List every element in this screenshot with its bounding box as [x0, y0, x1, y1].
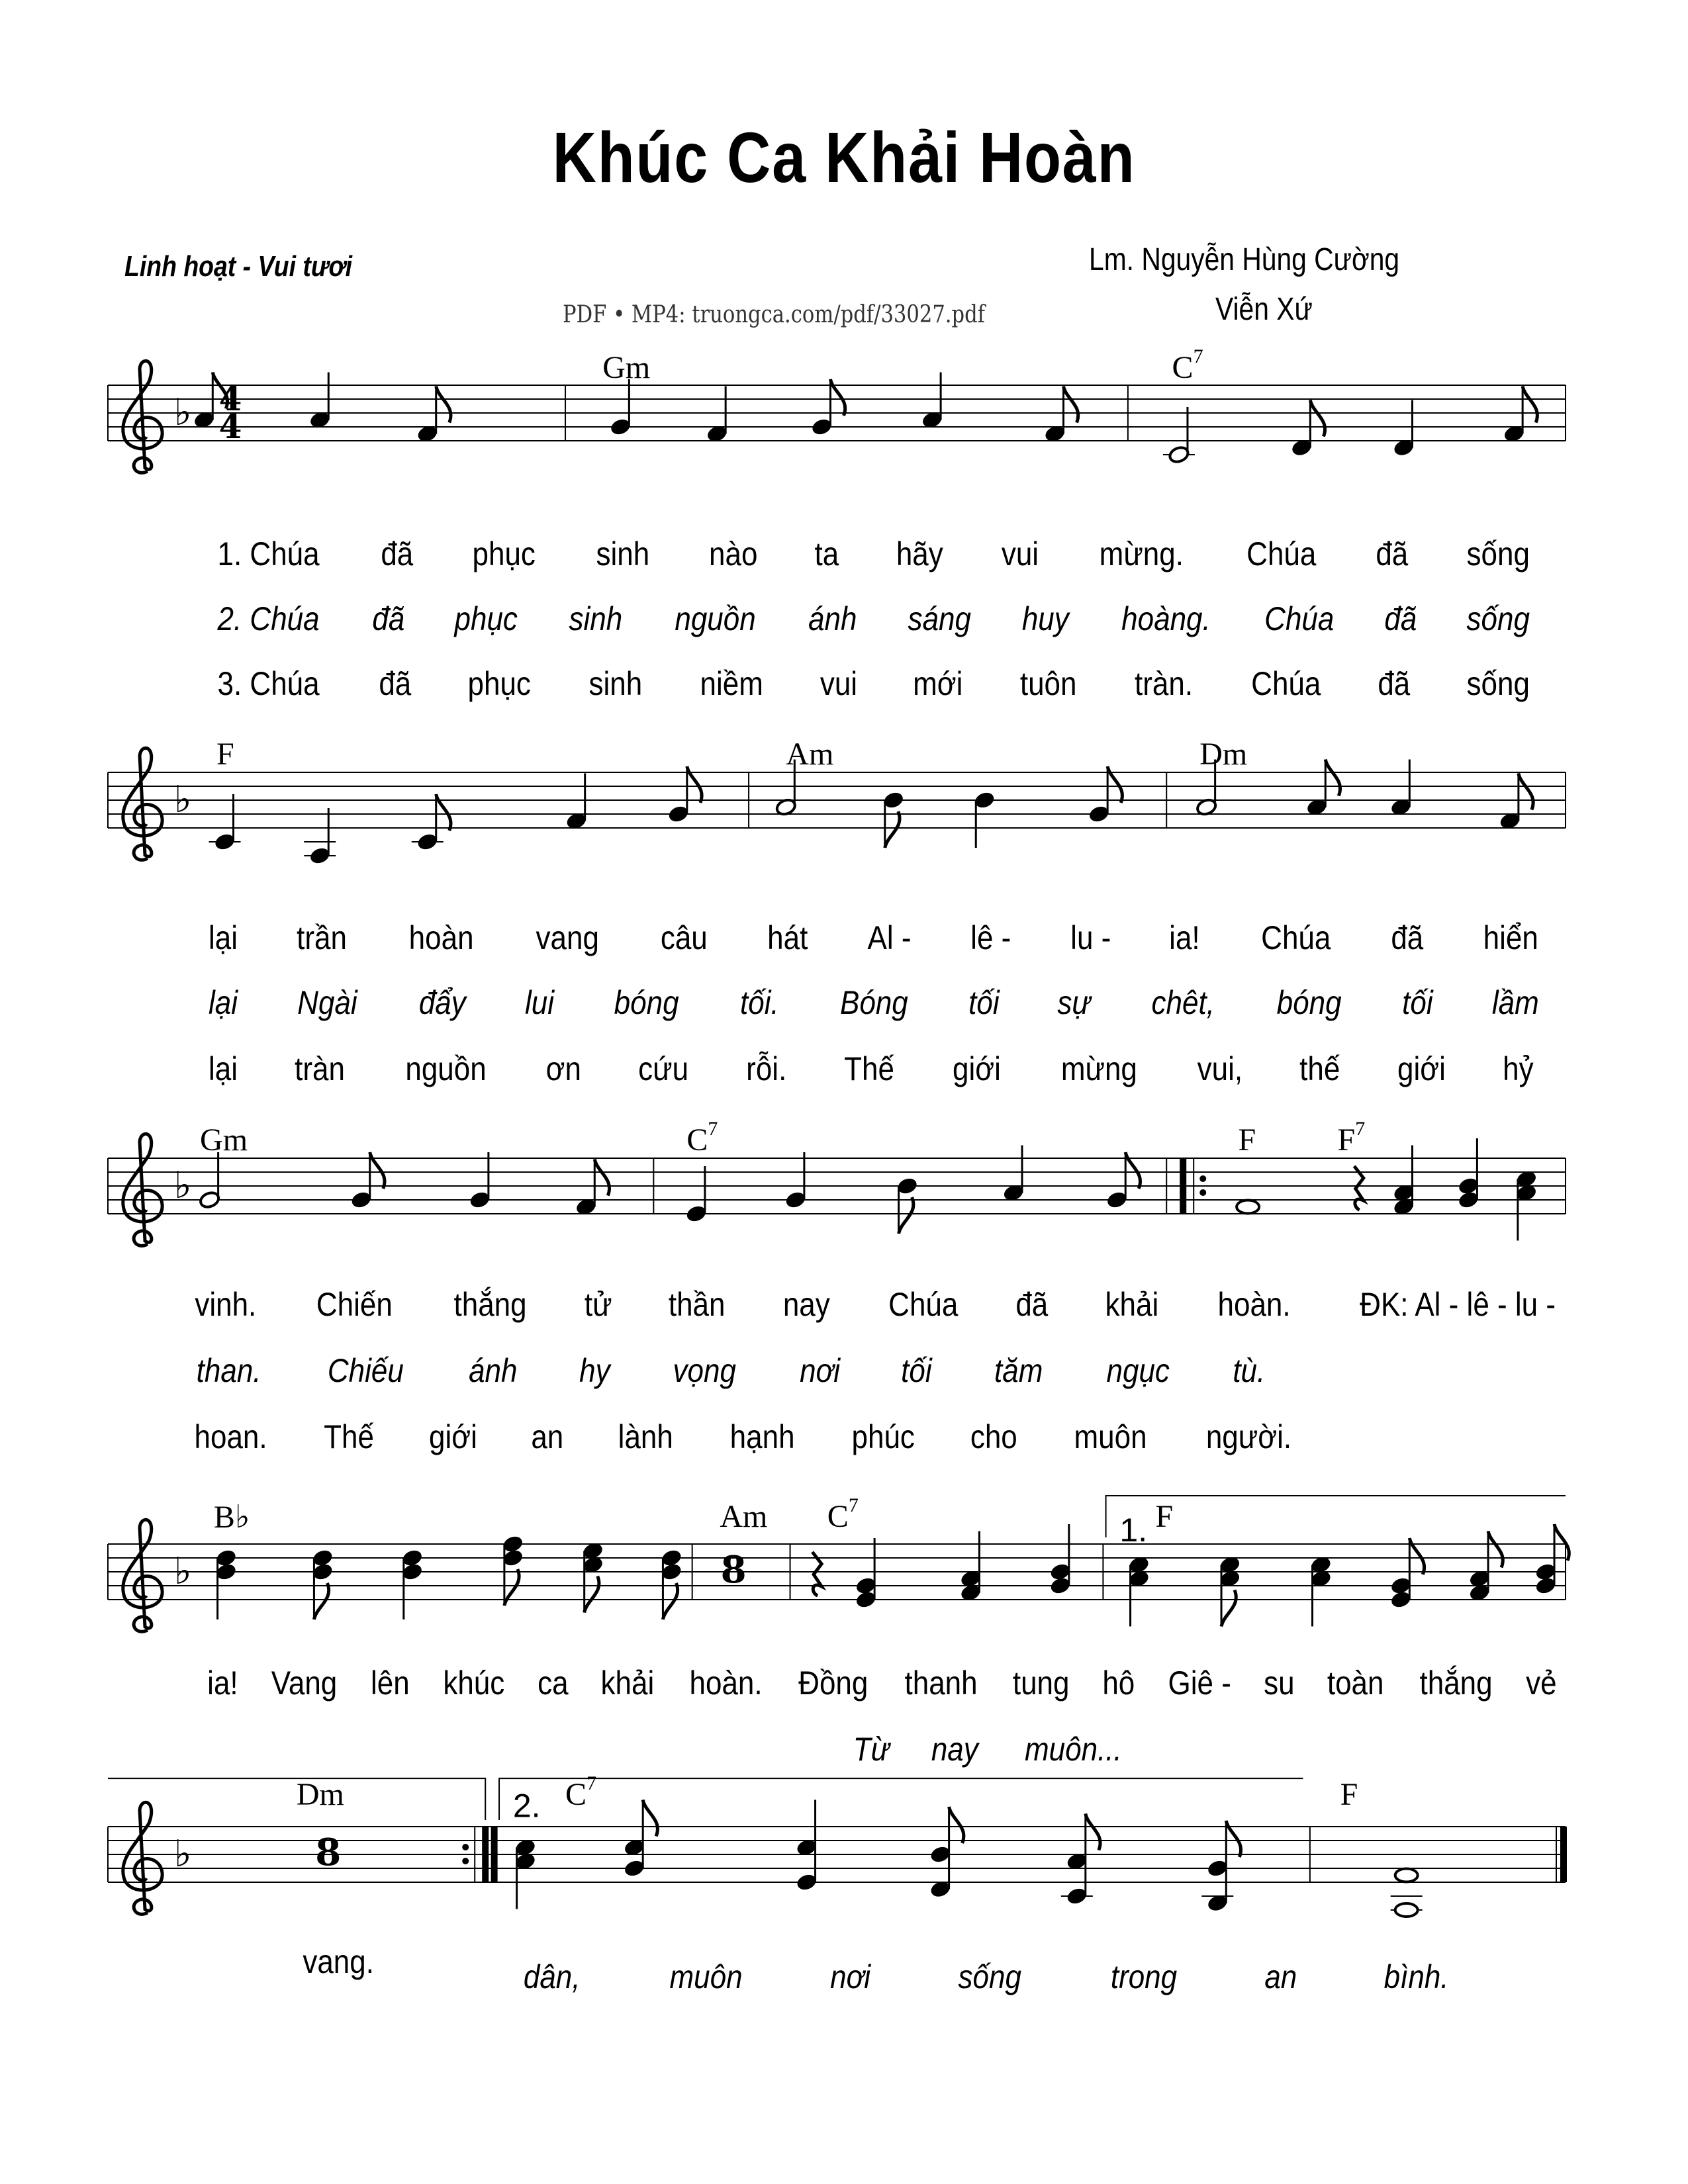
note	[667, 766, 702, 824]
lyric-syllable: 1. Chúa	[217, 535, 320, 572]
notehead	[1395, 1903, 1418, 1917]
key-signature-flat: ♭	[174, 1164, 192, 1207]
lyric-syllable: ánh	[468, 1352, 518, 1389]
arranger: Viễn Xứ	[1215, 292, 1313, 327]
note	[575, 1160, 610, 1217]
lyric-syllable: ia!	[1169, 919, 1201, 956]
lyric-line	[207, 1050, 1536, 1088]
lyric-syllable: tử	[584, 1286, 612, 1323]
eighth-flag	[885, 811, 900, 848]
lyric-syllable: Chiến	[316, 1286, 393, 1323]
lyric-syllable: tăm	[994, 1352, 1043, 1389]
note	[1310, 1555, 1332, 1627]
lyric-syllable: hy	[579, 1352, 610, 1389]
lyric-syllable: hoan.	[194, 1418, 267, 1455]
lyric-syllable: dân,	[523, 1958, 581, 1995]
lyric-line	[520, 1958, 1453, 1996]
note	[1499, 774, 1533, 831]
lyric-syllable: bóng	[614, 984, 679, 1021]
lyric-syllable: niềm	[700, 665, 763, 702]
chord-symbol	[1172, 345, 1203, 386]
chord-symbol	[686, 1117, 718, 1158]
chord-root: Dm	[296, 1777, 344, 1813]
lyric-syllable: lại	[209, 1050, 238, 1087]
lyric-syllable: tràn	[294, 1050, 345, 1087]
lyric-line	[207, 919, 1542, 957]
chord-root: F	[1155, 1498, 1174, 1534]
lyric-syllable: 2. Chúa	[217, 600, 320, 637]
key-signature-flat: ♭	[174, 778, 192, 821]
note	[309, 373, 331, 430]
lyric-line	[189, 1418, 1297, 1456]
lyric-syllable: Thế	[844, 1050, 895, 1087]
note	[882, 790, 904, 848]
eighth-flag	[1310, 400, 1325, 437]
note	[1061, 1814, 1100, 1906]
lyric-syllable: sống	[1466, 535, 1530, 572]
lyric-syllable: khải	[600, 1664, 655, 1702]
lyric-syllable: sinh	[596, 535, 649, 572]
lyric-syllable: bình.	[1383, 1958, 1449, 1995]
chord-root: Am	[786, 736, 834, 772]
note	[929, 1807, 964, 1899]
chord-symbol	[1239, 1122, 1256, 1158]
lyric-syllable: Vang	[271, 1664, 338, 1702]
note	[1219, 1555, 1241, 1627]
lyric-syllable: Chúa	[1251, 665, 1321, 702]
lyric-syllable: sáng	[908, 600, 971, 637]
measure-mark: 8	[720, 1548, 747, 1592]
lyric-syllable: đã	[1384, 600, 1417, 637]
treble-clef-icon	[123, 748, 162, 860]
lyric-syllable: vinh.	[195, 1286, 257, 1323]
note	[469, 1152, 491, 1210]
lyric-syllable: than.	[196, 1352, 261, 1389]
notehead	[1237, 1201, 1259, 1214]
chord-symbol	[565, 1772, 597, 1813]
lyric-syllable: bóng	[1277, 984, 1342, 1021]
note	[1458, 1138, 1479, 1210]
repeat-dot	[462, 1844, 469, 1850]
lyric-syllable: rỗi.	[746, 1050, 787, 1087]
lyric-syllable: sống	[1466, 600, 1530, 637]
note	[1106, 1152, 1141, 1210]
lyric-syllable: hoàng.	[1121, 600, 1211, 637]
note	[1468, 1531, 1503, 1603]
note	[514, 1838, 536, 1909]
note	[1044, 387, 1078, 444]
note	[350, 1152, 385, 1210]
lyric-syllable: hát	[767, 919, 808, 956]
lyric-line	[211, 664, 1534, 703]
lyric-syllable: vang.	[303, 1943, 374, 1980]
tempo-marking: Linh hoạt - Vui tươi	[124, 250, 353, 283]
lyric-syllable: nay	[931, 1731, 979, 1768]
lyric-syllable: Giê -	[1168, 1664, 1231, 1702]
note	[502, 1534, 524, 1606]
lyric-syllable: su	[1264, 1664, 1295, 1702]
lyric-syllable: Thế	[324, 1418, 375, 1455]
chord-root: C	[686, 1122, 708, 1158]
note	[1049, 1524, 1071, 1596]
lyric-syllable: phục	[454, 600, 518, 637]
note	[796, 1800, 818, 1892]
lyric-syllable: tràn.	[1134, 665, 1193, 702]
eighth-flag	[1554, 1524, 1569, 1561]
lyric-syllable: giới	[1397, 1050, 1446, 1087]
lyric-syllable: tù.	[1233, 1352, 1266, 1389]
repeat-thick-bar	[1180, 1158, 1186, 1214]
lyric-syllable: đã	[1378, 665, 1411, 702]
lyric-syllable: nguồn	[405, 1050, 487, 1087]
lyric-syllable: tối	[968, 984, 1000, 1021]
note	[1128, 1555, 1150, 1627]
lyric-syllable: sống	[958, 1958, 1022, 1995]
note	[921, 373, 943, 430]
lyric-syllable: vọng	[673, 1352, 736, 1389]
lyric-syllable: Chúa	[888, 1286, 959, 1323]
lyric-syllable: ia!	[207, 1664, 238, 1702]
note	[1002, 1146, 1024, 1203]
note	[1291, 400, 1325, 458]
lyric-syllable: nơi	[830, 1958, 871, 1995]
lyric-syllable: khúc	[443, 1664, 505, 1702]
lyric-syllable: lui	[524, 984, 554, 1021]
lyric-line	[851, 1730, 1129, 1768]
note	[1306, 760, 1340, 817]
treble-clef-icon	[123, 361, 162, 473]
repeat-dot	[462, 1858, 469, 1864]
lyric-syllable: hô	[1102, 1664, 1135, 1702]
lyric-line	[205, 1664, 1559, 1702]
lyric-syllable: khải	[1105, 1286, 1158, 1323]
lyric-syllable: vui	[820, 665, 857, 702]
chord-symbol	[1156, 1498, 1174, 1535]
volta-number: 2.	[512, 1787, 541, 1825]
lyric-syllable: Chúa	[1264, 600, 1335, 637]
chord-extension: 7	[1193, 345, 1203, 368]
lyric-syllable: nào	[708, 535, 758, 572]
eighth-flag	[663, 1583, 677, 1619]
lyric-syllable: Bóng	[840, 984, 908, 1021]
chord-root: Dm	[1199, 736, 1248, 772]
note	[706, 387, 727, 444]
chord-root: Gm	[602, 350, 651, 386]
lyric-syllable: Ngài	[297, 984, 358, 1021]
chord-symbol	[216, 736, 234, 772]
note	[1237, 1201, 1259, 1214]
lyric-syllable: trần	[297, 919, 348, 956]
note	[1393, 1146, 1415, 1217]
lyric-syllable: giới	[429, 1418, 478, 1455]
chord-extension: 7	[586, 1772, 597, 1795]
source-link[interactable]: PDF • MP4: truongca.com/pdf/33027.pdf	[563, 301, 986, 328]
lyric-syllable: vui	[1001, 535, 1039, 572]
lyric-syllable: phúc	[851, 1418, 915, 1455]
lyric-syllable: 3. Chúa	[217, 665, 320, 702]
lyric-syllable: mới	[913, 665, 963, 702]
chord-root: B♭	[213, 1499, 250, 1535]
chord-root: Am	[720, 1498, 768, 1534]
lyric-syllable: Chúa	[1246, 535, 1317, 572]
lyric-syllable: lành	[618, 1418, 673, 1455]
staff	[108, 748, 1566, 860]
chord-symbol	[297, 1776, 344, 1813]
key-signature-flat: ♭	[174, 391, 192, 434]
lyric-syllable: mừng	[1060, 1050, 1137, 1087]
lyric-syllable: sinh	[588, 665, 642, 702]
chord-root: Gm	[200, 1122, 248, 1158]
lyric-line	[207, 983, 1542, 1022]
note	[1390, 760, 1412, 817]
lyric-syllable: lại	[209, 984, 238, 1021]
eighth-flag	[1221, 1590, 1236, 1627]
lyric-syllable: ánh	[808, 600, 857, 637]
volta-2-bracket	[499, 1778, 1303, 1820]
note	[412, 794, 451, 852]
note	[1088, 766, 1122, 824]
lyric-syllable: tung	[1013, 1664, 1070, 1702]
lyric-syllable: phục	[467, 665, 531, 702]
note	[215, 1548, 237, 1619]
eighth-flag	[585, 1576, 599, 1613]
lyric-syllable: lê -	[970, 919, 1011, 956]
lyric-syllable: toàn	[1327, 1664, 1384, 1702]
final-barline-thick	[1560, 1827, 1567, 1882]
lyric-syllable: đã	[381, 535, 414, 572]
chord-symbol	[1199, 736, 1247, 772]
lyric-line	[191, 1285, 1569, 1324]
note	[582, 1541, 604, 1613]
eighth-flag	[314, 1583, 328, 1619]
lyric-syllable: muôn	[669, 1958, 743, 1995]
lyric-line	[211, 535, 1534, 573]
note	[784, 1152, 806, 1210]
note	[685, 1166, 707, 1224]
measure-mark: 8	[315, 1831, 342, 1874]
note	[565, 774, 587, 831]
lyric-syllable: nay	[782, 1286, 830, 1323]
eighth-flag	[949, 1807, 964, 1843]
lyric-syllable: hoàn.	[1217, 1286, 1291, 1323]
lyric-syllable: hiển	[1483, 919, 1539, 956]
volta-number: 1.	[1119, 1511, 1148, 1549]
treble-clef-icon	[123, 1802, 162, 1914]
note	[1515, 1169, 1537, 1241]
lyric-syllable: thanh	[904, 1664, 978, 1702]
time-signature: 4	[218, 407, 242, 446]
lyric-syllable: tối	[1402, 984, 1433, 1021]
eighth-flag	[643, 1800, 657, 1837]
lyric-syllable: tối	[901, 1352, 933, 1389]
note	[610, 379, 632, 437]
composer: Lm. Nguyễn Hùng Cường	[1089, 242, 1400, 277]
note	[304, 808, 336, 866]
lyric-syllable: thế	[1299, 1050, 1340, 1087]
note	[1201, 1821, 1241, 1913]
lyric-syllable: đẩy	[418, 984, 466, 1021]
lyric-syllable: giới	[953, 1050, 1002, 1087]
chord-symbol	[1340, 1776, 1358, 1813]
note	[661, 1548, 682, 1619]
repeat-thick-bar	[491, 1827, 498, 1882]
lyric-syllable: ơn	[545, 1050, 581, 1087]
lyric-syllable: người.	[1205, 1418, 1292, 1455]
chord-root: C	[827, 1498, 849, 1534]
chord-symbol	[720, 1498, 767, 1535]
note	[623, 1800, 657, 1878]
note	[209, 794, 241, 852]
song-title: Khúc Ca Khải Hoàn	[552, 117, 1136, 197]
lyric-line	[298, 1942, 377, 1981]
repeat-dot	[1199, 1175, 1206, 1182]
lyric-syllable: phục	[472, 535, 536, 572]
lyric-syllable: hoàn.	[689, 1664, 763, 1702]
lyric-syllable: đã	[378, 665, 411, 702]
chord-symbol	[827, 1494, 859, 1535]
chord-root: F	[1238, 1122, 1256, 1158]
note	[199, 1152, 220, 1210]
eighth-flag	[899, 1197, 914, 1234]
chord-root: C	[565, 1777, 587, 1813]
note	[401, 1548, 423, 1619]
lyric-syllable: lầm	[1492, 984, 1540, 1021]
lyric-syllable: ngục	[1106, 1352, 1170, 1389]
note	[1393, 400, 1415, 458]
lyric-syllable: thắng	[1419, 1664, 1493, 1702]
lyric-syllable: Từ	[853, 1731, 890, 1768]
lyric-syllable: nguồn	[675, 600, 756, 637]
chord-root: F	[1340, 1777, 1358, 1813]
lyric-syllable: thần	[668, 1286, 726, 1323]
lyric-syllable: cứu	[638, 1050, 689, 1087]
treble-clef-icon	[123, 1134, 162, 1246]
chord-symbol	[214, 1498, 250, 1535]
lyric-syllable: hoàn	[408, 919, 474, 956]
lyric-syllable: đã	[1391, 919, 1424, 956]
treble-clef-icon	[123, 1520, 162, 1631]
eighth-flag	[1063, 387, 1078, 423]
lyric-syllable: hỷ	[1503, 1050, 1534, 1087]
lyric-syllable: tuôn	[1019, 665, 1077, 702]
lyric-syllable: lu -	[1070, 919, 1111, 956]
repeat-thick-bar	[482, 1827, 489, 1882]
volta-1-bracket	[1106, 1496, 1566, 1537]
lyric-syllable: trong	[1110, 1958, 1178, 1995]
lyric-syllable: ĐK: Al - lê - lu -	[1359, 1286, 1556, 1323]
lyric-syllable: mừng.	[1099, 535, 1184, 572]
note	[1390, 1538, 1425, 1610]
lyric-syllable: Al -	[867, 919, 912, 956]
lyric-syllable: đã	[1375, 535, 1408, 572]
lyric-syllable: đã	[371, 600, 404, 637]
lyric-syllable: huy	[1021, 600, 1069, 637]
lyric-syllable: nơi	[799, 1352, 840, 1389]
eighth-flag	[436, 387, 451, 423]
lyric-syllable: an	[531, 1418, 564, 1455]
eighth-flag	[594, 1160, 609, 1196]
lyric-syllable: vui,	[1197, 1050, 1243, 1087]
note	[1534, 1524, 1569, 1596]
note	[896, 1176, 918, 1234]
eighth-flag	[1523, 387, 1537, 423]
time-signature: 4	[218, 379, 242, 418]
repeat-dot	[1199, 1189, 1206, 1196]
note	[960, 1531, 982, 1603]
lyric-syllable: sự	[1057, 984, 1091, 1021]
lyric-syllable: vẻ	[1526, 1664, 1557, 1702]
note	[974, 790, 996, 848]
lyric-syllable: sinh	[569, 600, 623, 637]
chord-root: F	[216, 736, 234, 772]
eighth-flag	[1086, 1814, 1100, 1850]
lyric-syllable: cho	[970, 1418, 1018, 1455]
chord-root: F	[1337, 1122, 1356, 1158]
lyric-syllable: tối.	[739, 984, 779, 1021]
lyric-syllable: Chiếu	[327, 1352, 404, 1389]
note	[416, 387, 451, 444]
eighth-flag	[1325, 760, 1340, 796]
lyric-syllable: an	[1264, 1958, 1297, 1995]
eighth-flag	[1519, 774, 1533, 810]
chord-symbol	[200, 1122, 248, 1158]
lyric-syllable: hãy	[896, 535, 943, 572]
lyric-syllable: ta	[814, 535, 839, 572]
chord-extension: 7	[848, 1494, 859, 1516]
lyric-line	[211, 600, 1534, 638]
lyric-syllable: câu	[660, 919, 708, 956]
lyric-syllable: vang	[536, 919, 600, 956]
chord-symbol	[1337, 1117, 1366, 1158]
note	[312, 1548, 334, 1619]
chord-symbol	[602, 349, 650, 386]
lyric-syllable: ca	[538, 1664, 569, 1702]
lyric-syllable: sống	[1466, 665, 1530, 702]
lyric-syllable: thắng	[453, 1286, 527, 1323]
lyric-syllable: chêt,	[1151, 984, 1215, 1021]
chord-extension: 7	[708, 1117, 718, 1140]
note	[855, 1538, 876, 1610]
lyric-syllable: lên	[371, 1664, 410, 1702]
note	[1163, 407, 1195, 465]
lyric-syllable: muôn...	[1025, 1731, 1122, 1768]
key-signature-flat: ♭	[174, 1550, 192, 1593]
eighth-flag	[1488, 1531, 1503, 1568]
chord-extension: 7	[1355, 1117, 1366, 1140]
lyric-syllable: muôn	[1074, 1418, 1147, 1455]
note	[1503, 387, 1537, 444]
lyric-line	[192, 1351, 1268, 1390]
lyric-syllable: lại	[209, 919, 238, 956]
note	[1391, 1869, 1423, 1917]
key-signature-flat: ♭	[174, 1833, 192, 1876]
lyric-syllable: hạnh	[729, 1418, 795, 1455]
chord-root: C	[1172, 350, 1194, 386]
lyric-syllable: Chúa	[1260, 919, 1331, 956]
lyric-syllable: đã	[1015, 1286, 1049, 1323]
lyric-syllable: Đồng	[798, 1664, 868, 1702]
chord-symbol	[786, 736, 833, 772]
note	[811, 379, 845, 437]
notehead	[1395, 1869, 1418, 1882]
